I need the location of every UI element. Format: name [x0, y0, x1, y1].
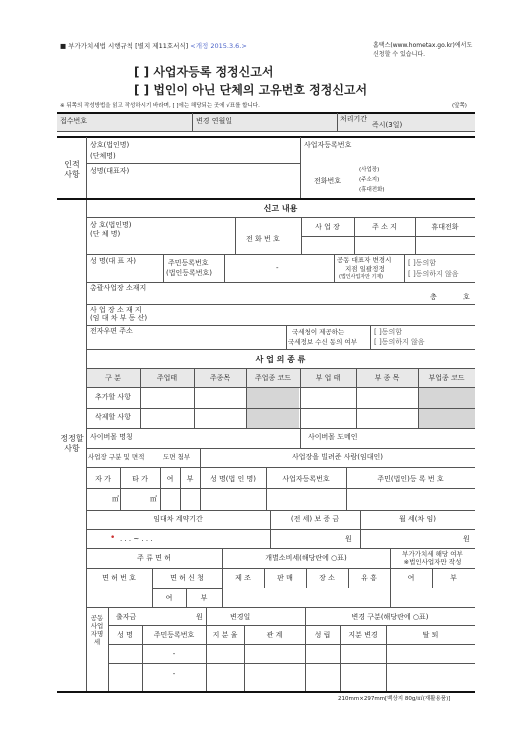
hometax-note: 홈택스(www.hometax.go.kr)에서도 — [373, 42, 473, 49]
col-sub-code: 부업종 코드 — [428, 374, 465, 382]
cyber-mall-domain: 사이버몰 도메인 — [308, 433, 358, 441]
change-date-label-2: 변경일 — [230, 613, 251, 621]
corp-only-label: (법인사업자만 기재) — [339, 274, 384, 280]
lessor-regno-label: 사업자등록번호 — [282, 475, 330, 483]
phone-home-label: (주소지) — [359, 177, 380, 183]
report-workplace: 사 업 장 — [315, 223, 340, 231]
tax-info-label-2: 국세정보 수신 동의 여부 — [288, 338, 357, 346]
revision-date: <개정 2015.3.6.> — [190, 42, 247, 50]
org-name-label: (단체명) — [90, 152, 116, 160]
head-office-unit: 호 — [463, 293, 470, 301]
business-type-title: 사 업 의 종 류 — [255, 355, 306, 364]
joint-col-withdraw: 탈 퇴 — [422, 631, 439, 639]
deposit-label: (전 세) 보 증 금 — [290, 515, 340, 523]
col-main-business: 주업태 — [156, 374, 178, 382]
branch-agree-checkbox[interactable]: [ ]동의함 — [408, 259, 436, 267]
company-name-label: 상호(법인명) — [90, 141, 130, 149]
phone-mobile-label: (휴대전화) — [359, 187, 385, 193]
col-main-code: 주업종 코드 — [254, 374, 292, 382]
joint-row1-hyphen: - — [172, 650, 176, 658]
processing-period-value: 즉시(3일) — [372, 121, 403, 129]
license-apply-label: 면 허 신 청 — [170, 574, 204, 582]
phone-office-label: (사업장) — [359, 167, 380, 173]
deposit-won: 원 — [345, 535, 352, 543]
lease-period-label: 임대차 계약기간 — [153, 515, 203, 523]
change-date-label: 변경 연월일 — [196, 117, 233, 125]
liquor-license-label: 주 류 면 허 — [137, 554, 171, 562]
joint-col-establish: 성 립 — [314, 631, 331, 639]
col-sub-item: 부 종 목 — [374, 374, 400, 382]
floor-plan-attached: 도면 첨부 — [163, 453, 191, 461]
investment-label: 출자금 — [116, 613, 137, 621]
report-address: 주 소 지 — [372, 223, 397, 231]
workplace-area-label: 사업장 구분 및 면적 — [88, 453, 145, 461]
vat-no-label: 부 — [450, 574, 457, 582]
vat-applicable-label: 부가가치세 해당 여부 — [402, 550, 463, 558]
report-mobile: 휴대전화 — [431, 223, 459, 231]
joint-col-name: 성 명 — [117, 631, 133, 639]
venue-label: 장 소 — [319, 574, 335, 582]
other-label: 타 가 — [132, 475, 148, 483]
change-type-label: 변경 구분(해당란에 ○표) — [351, 613, 429, 621]
receipt-number-label: 접수번호 — [60, 117, 88, 125]
col-main-item: 주종목 — [209, 374, 231, 382]
own-label: 자 가 — [95, 475, 111, 483]
correction-section-label: 정정할 사항 — [60, 434, 84, 454]
excise-tax-label: 개별소비세(해당란에 ○표) — [265, 554, 347, 562]
tax-info-disagree-checkbox[interactable]: [ ]동의하지 않음 — [374, 338, 425, 346]
rep-name-label: 성명(대표자) — [90, 167, 130, 175]
cyber-mall-name: 사이버몰 명칭 — [90, 433, 133, 441]
no-label: 부 — [186, 475, 194, 483]
joint-col-relation: 관 계 — [266, 631, 283, 639]
vat-yes-label: 여 — [407, 574, 415, 582]
joint-col-share-change: 지분 변경 — [348, 631, 378, 639]
paper-spec: 210mm×297mm[백상지 80g/㎡(재활용품)] — [338, 696, 451, 702]
email-label: 전자우편 주소 — [90, 327, 133, 335]
tax-info-agree-checkbox[interactable]: [ ]동의함 — [374, 328, 402, 336]
report-company-name: 상 호(법인명) — [90, 221, 132, 229]
report-phone-no: 전 화 번 호 — [246, 235, 280, 243]
report-hyphen: - — [276, 264, 279, 272]
investment-won: 원 — [196, 613, 203, 621]
col-category: 구 분 — [105, 374, 121, 382]
business-location-label: 사 업 장 소 재 지 — [90, 306, 142, 314]
report-corp-no: (법인등록번호) — [166, 269, 213, 277]
report-title: 신고 내용 — [263, 204, 298, 213]
report-org-name: (단 체 명) — [90, 230, 121, 238]
lessor-title: 사업장을 빌려준 사람(임대인) — [291, 453, 384, 461]
head-office-floor: 층 — [430, 293, 437, 301]
entertainment-label: 유 흥 — [361, 574, 377, 582]
personal-section-label: 인적 사항 — [64, 160, 80, 180]
yes-label: 여 — [166, 475, 174, 483]
joint-change-label: 공동 대표자 변경시 — [337, 256, 392, 264]
form-reference: ■ 부가가치세법 시행규칙 [별지 제11호서식] <개정 2015.3.6.> — [60, 42, 247, 50]
monthly-rent-label: 월 세(차 임) — [399, 515, 436, 523]
report-rep-name: 성 명(대 표 자) — [90, 257, 136, 265]
lease-period-value[interactable]: . . . ~ . . . — [120, 535, 153, 543]
row-delete: 삭제할 사항 — [94, 413, 132, 421]
hometax-note-2: 신청할 수 있습니다. — [373, 51, 426, 58]
sale-label: 판 매 — [277, 574, 293, 582]
lease-property-label: (임 대 차 부 동 산) — [90, 314, 148, 322]
license-apply-yes: 여 — [165, 594, 173, 602]
license-number-label: 면 허 번 호 — [102, 574, 136, 582]
branch-disagree-checkbox[interactable]: [ ]동의하지 않음 — [408, 270, 459, 278]
other-m2: ㎡ — [150, 495, 157, 503]
phone-label: 전화번호 — [314, 177, 342, 185]
row-add: 추가할 사항 — [94, 393, 132, 401]
tax-info-label-1: 국세청이 제공하는 — [292, 328, 345, 336]
joint-col-share: 지 분 율 — [212, 631, 238, 639]
lessor-resident-label: 주민(법인)등 록 번 호 — [377, 475, 444, 483]
processing-period-label: 처리기간 — [340, 115, 368, 123]
own-m2: ㎡ — [112, 495, 119, 503]
instruction: ※ 뒤쪽의 작성방법을 읽고 작성하시기 바라며, [ ]에는 해당되는 곳에 √표를 합니다. — [60, 103, 260, 109]
head-office-location: 총괄사업장 소재지 — [90, 284, 147, 292]
lessor-name-label: 성 명(법 인 명) — [210, 475, 256, 483]
joint-business-label: 공동사업자명세 — [90, 614, 104, 647]
regno-label: 사업자등록번호 — [304, 141, 352, 149]
joint-row2-hyphen: - — [172, 670, 176, 678]
rent-won: 원 — [463, 535, 470, 543]
manufacture-label: 제 조 — [235, 574, 251, 582]
vat-corp-only-label: ※법인사업자만 작성 — [403, 558, 462, 566]
joint-col-resident: 주민등록번호 — [153, 631, 195, 639]
license-apply-no: 부 — [200, 594, 208, 602]
report-resident-no: 주민등록번호 — [168, 259, 209, 267]
lease-bullet: • — [110, 533, 116, 543]
page-side: (앞쪽) — [452, 103, 467, 109]
col-sub-business: 부 업 태 — [315, 374, 341, 382]
branch-batch-label: 지점 일괄정정 — [345, 265, 385, 273]
title-line-2: [ ] 법인이 아닌 단체의 고유번호 정정신고서 — [134, 83, 368, 97]
title-line-1: [ ] 사업자등록 정정신고서 — [134, 65, 274, 79]
